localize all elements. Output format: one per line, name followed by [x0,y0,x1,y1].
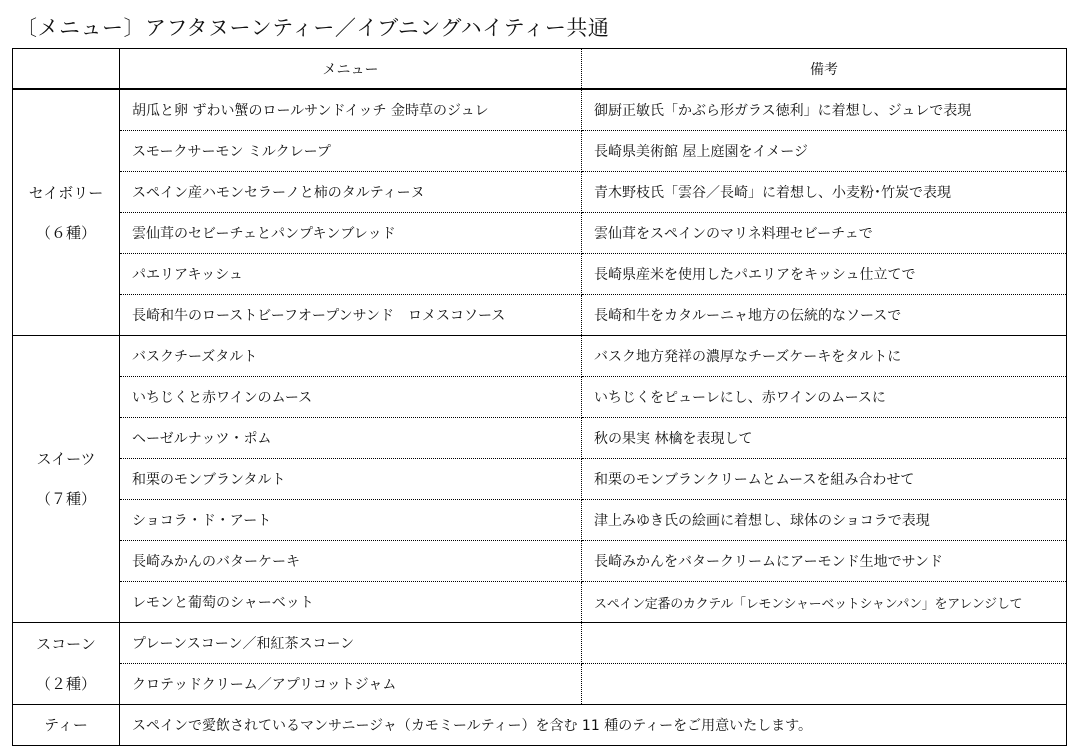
table-row [13,664,1067,705]
menu-item: スペイン産ハモンセラーノと柿のタルティーヌ [120,172,582,213]
category-label: スコーン [36,634,96,653]
tea-description: スペインで愛飲されているマンサニージャ（カモミールティー）を含む 11 種のティーをご用意いたします。 [120,705,1067,746]
menu-item: 胡瓜と卵 ずわい蟹のロールサンドイッチ 金時草のジュレ [120,89,582,131]
table-row [13,254,1067,295]
table-row [13,541,1067,582]
menu-item: 和栗のモンブランタルト [120,459,582,500]
table-row [13,89,1067,131]
table-row [13,459,1067,500]
menu-item: バスクチーズタルト [120,336,582,377]
category-scone [13,623,120,705]
menu-item: 長崎みかんのバターケーキ [120,541,582,582]
category-label: ティー [44,716,88,734]
category-tea [13,705,120,746]
menu-note [582,623,1067,664]
menu-item: 長崎和牛のローストビーフオープンサンド ロメスコソース [120,295,582,336]
page-title: 〔メニュー〕アフタヌーンティー／イブニングハイティー共通 [16,16,610,40]
menu-note: 長崎県美術館 屋上庭園をイメージ [582,131,1067,172]
table-row [13,377,1067,418]
table-row [13,295,1067,336]
table-row [13,418,1067,459]
menu-item: 雲仙茸のセビーチェとパンプキンブレッド [120,213,582,254]
menu-note: 津上みゆき氏の絵画に着想し、球体のショコラで表現 [582,500,1067,541]
menu-note: 秋の果実 林檎を表現して [582,418,1067,459]
table-row [13,500,1067,541]
menu-item: パエリアキッシュ [120,254,582,295]
menu-note: 雲仙茸をスペインのマリネ料理セビーチェで [582,213,1067,254]
menu-table [12,48,1067,746]
menu-note [582,664,1067,705]
table-row [13,623,1067,664]
menu-note: スペイン定番のカクテル「レモンシャーベットシャンパン」をアレンジして [582,582,1067,623]
menu-item: ヘーゼルナッツ・ポム [120,418,582,459]
menu-item: プレーンスコーン／和紅茶スコーン [120,623,582,664]
menu-item: クロテッドクリーム／アプリコットジャム [120,664,582,705]
category-count: （２種） [35,674,96,693]
table-row [13,213,1067,254]
menu-note: 青木野枝氏「雲谷／長崎」に着想し、小麦粉･竹炭で表現 [582,172,1067,213]
table-row [13,131,1067,172]
menu-item: ショコラ・ド・アート [120,500,582,541]
menu-note: 長崎和牛をカタルーニャ地方の伝統的なソースで [582,295,1067,336]
menu-note: バスク地方発祥の濃厚なチーズケーキをタルトに [582,336,1067,377]
menu-item: スモークサーモン ミルクレープ [120,131,582,172]
menu-note: 長崎みかんをバタークリームにアーモンド生地でサンド [582,541,1067,582]
table-row [13,336,1067,377]
menu-item: いちじくと赤ワインのムース [120,377,582,418]
menu-note: 和栗のモンブランクリームとムースを組み合わせて [582,459,1067,500]
header-notes: 備考 [582,49,1067,90]
category-label: スイーツ [36,450,96,468]
category-savory [13,89,120,336]
menu-item: レモンと葡萄のシャーベット [120,582,582,623]
category-label: セイボリー [28,183,104,202]
table-row [13,582,1067,623]
header-menu: メニュー [120,49,582,90]
menu-note: 長崎県産米を使用したパエリアをキッシュ仕立てで [582,254,1067,295]
category-count: （７種） [35,490,96,508]
menu-note: いちじくをピューレにし、赤ワインのムースに [582,377,1067,418]
header-row [13,49,1067,90]
table-row [13,172,1067,213]
header-category [13,49,120,90]
menu-note: 御厨正敏氏「かぶら形ガラス徳利」に着想し、ジュレで表現 [582,89,1067,131]
table-row [13,705,1067,746]
category-sweets [13,336,120,623]
category-count: （６種） [35,223,96,242]
